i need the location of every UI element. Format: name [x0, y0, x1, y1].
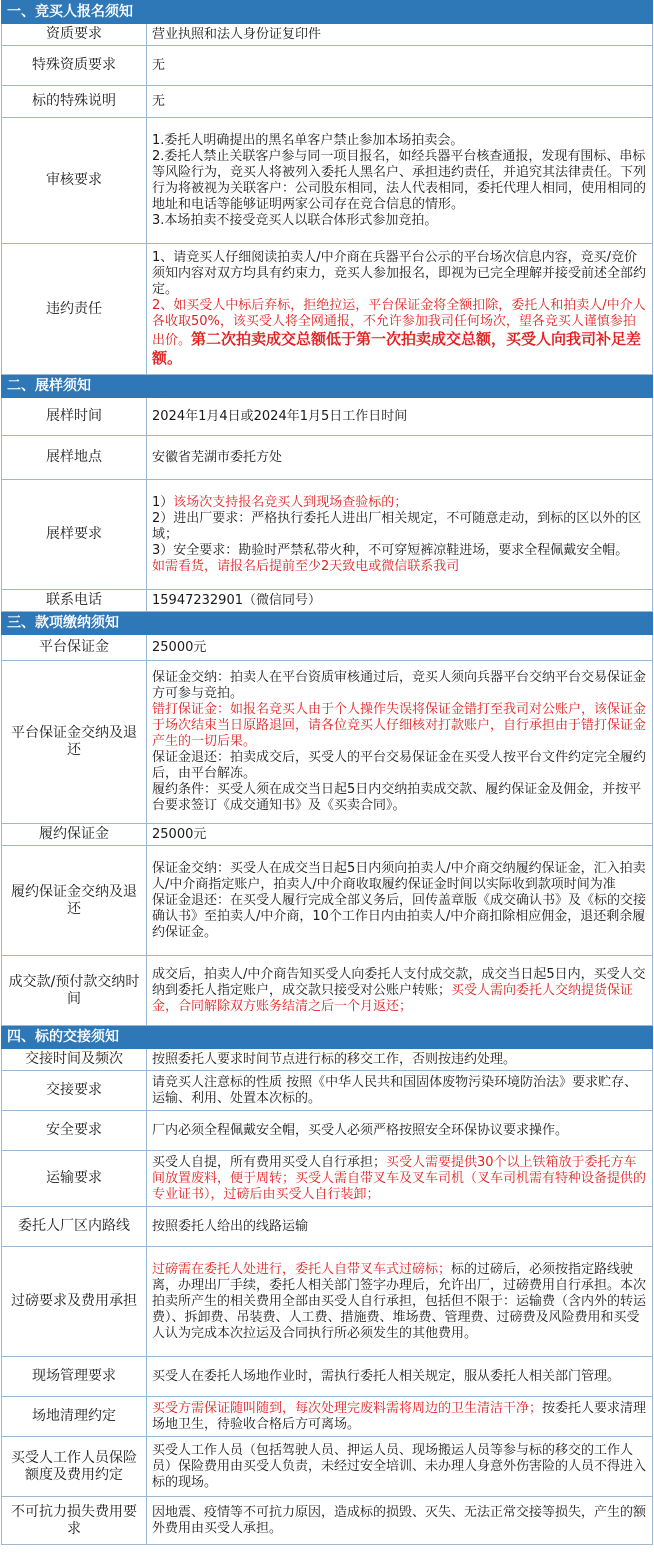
value-line	[152, 1505, 647, 1537]
table-row	[2, 1397, 653, 1437]
row-label: 特殊资质要求	[2, 46, 147, 86]
value-line	[152, 593, 647, 609]
highlighted-text: 如需看货，请报名后提前至少2天致电或微信联系我司	[152, 558, 460, 574]
value-line	[152, 1401, 647, 1433]
row-value	[147, 1111, 653, 1151]
row-value	[147, 436, 653, 480]
value-line	[152, 213, 647, 229]
table-row	[2, 244, 653, 375]
section-header	[2, 1026, 653, 1049]
value-line	[152, 1219, 647, 1235]
value-line	[152, 559, 647, 575]
section-title: 一、竞买人报名须知	[2, 1, 653, 24]
row-label: 展样地点	[2, 436, 147, 480]
row-value	[147, 1151, 653, 1207]
value-text: 3.本场拍卖不接受竞买人以联合体形式参加竞拍。	[152, 212, 438, 228]
value-text: 买受人在委托人场地作业时，需执行委托人相关规定，服从委托人相关部门管理。	[152, 1368, 621, 1384]
value-text: 15947232901（微信同号）	[152, 592, 321, 608]
row-label: 买受人工作人员保险额度及费用约定	[2, 1437, 147, 1497]
row-value	[147, 24, 653, 46]
highlighted-text: 买受方需保证随叫随到，每次处理完废料需将周边的卫生清洁干净；	[152, 1400, 543, 1416]
row-label: 联系电话	[2, 590, 147, 612]
table-row	[2, 436, 653, 480]
row-label: 履约保证金交纳及退还	[2, 846, 147, 956]
row-label: 交接时间及频次	[2, 1049, 147, 1071]
section-header	[2, 612, 653, 635]
value-line	[152, 967, 647, 1015]
row-label: 审核要求	[2, 118, 147, 244]
row-label: 运输要求	[2, 1151, 147, 1207]
row-value	[147, 1207, 653, 1247]
highlighted-text: 过磅需在委托人处进行，委托人自带叉车式过磅标；	[152, 1261, 452, 1277]
value-text: 安徽省芜湖市委托方处	[152, 449, 283, 465]
table-row	[2, 846, 653, 956]
value-text: 保证金退还：拍卖成交后，买受人的平台交易保证金在买受人按平台文件约定完全履约后，由平台解冻。	[152, 750, 647, 781]
value-text: 营业执照和法人身份证复印件	[152, 26, 322, 42]
value-text: 保证金退还：在买受人履行完成全部义务后，回传盖章版《成交确认书》及《标的交接确认书》至拍卖人/中介商，10个工作日内由拍卖人/中介商扣除相应佣金，退还剩余履约保证金。	[152, 892, 647, 940]
value-text: 按照委托人给出的线路运输	[152, 1218, 309, 1234]
value-text: 无	[152, 93, 166, 109]
row-value	[147, 1247, 653, 1357]
table-row	[2, 46, 653, 86]
value-text: 保证金交纳：拍卖人在平台资质审核通过后，竞买人须向兵器平台交纳平台交易保证金方可参与竞拍。	[152, 670, 647, 701]
value-line	[152, 250, 647, 298]
value-text: 买受人自提，所有费用买受人自行承担；	[152, 1154, 387, 1170]
row-label: 资质要求	[2, 24, 147, 46]
value-line	[152, 1262, 647, 1342]
value-line	[152, 750, 647, 782]
table-row	[2, 480, 653, 590]
value-line	[152, 827, 647, 843]
highlighted-text: 第二次拍卖成交总额低于第一次拍卖成交总额，买受人向我司补足差额。	[152, 330, 642, 367]
row-label: 安全要求	[2, 1111, 147, 1151]
value-line	[152, 1075, 647, 1107]
row-value	[147, 86, 653, 118]
value-text: 1、请竞买人仔细阅读拍卖人/中介商在兵器平台公示的平台场次信息内容，竞买/竞价须知内容对双方均具有约束力，竞买人参加报名，即视为已完全理解并接受前述全部约定。	[152, 250, 647, 297]
value-line	[152, 1123, 647, 1139]
highlighted-text: 错打保证金：如报名竞买人由于个人操作失误将保证金错打至我司对公账户，该保证金于场次结束当日原路退回，请各位竞买人仔细核对打款账户，自行承担由于错打保证金产生的一切后果。	[152, 702, 647, 749]
row-value	[147, 118, 653, 244]
highlighted-text: 该场次支持报名竞买人到现场查验标的；	[173, 494, 408, 510]
table-row	[2, 1357, 653, 1397]
row-value	[147, 956, 653, 1026]
value-line	[152, 94, 647, 110]
value-text: 按照委托人要求时间节点进行标的移交工作，否则按违约处理。	[152, 1051, 517, 1067]
row-label: 委托人厂区内路线	[2, 1207, 147, 1247]
table-row	[2, 1049, 653, 1071]
value-text: 2）进出厂要求：严格执行委托人进出厂相关规定，不可随意走动，到标的区以外的区域；	[152, 510, 642, 542]
table-row	[2, 635, 653, 661]
value-text: 1.委托人明确提出的黑名单客户禁止参加本场拍卖会。	[152, 132, 464, 148]
row-value	[147, 1049, 653, 1071]
row-label: 交接要求	[2, 1071, 147, 1111]
highlighted-text: 2、如买受人中标后弃标，拒绝拉运，平台保证金将全额扣除，委托人和拍卖人/中介人各收取50%，该买受人将全网通报，不允许参加我司任何场次，望各竞买人谨慎参拍出价。	[152, 298, 646, 348]
value-text: 25000元	[152, 639, 207, 655]
row-label: 展样时间	[2, 398, 147, 436]
value-line	[152, 702, 647, 750]
table-row	[2, 1497, 653, 1545]
section-title: 三、款项缴纳须知	[2, 612, 653, 635]
value-text: 请竞买人注意标的性质 按照《中华人民共和国固体废物污染环境防治法》要求贮存、运输、利用、处置本次标的。	[152, 1074, 638, 1106]
value-text: 成交后，拍卖人/中介商告知买受人向委托人支付成交款，成交当日起5日内，买受人交纳到委托人指定账户，成交款只接受对公账户转账；	[152, 966, 646, 998]
value-line	[152, 543, 647, 559]
value-text: 因地震、疫情等不可抗力原因，造成标的损毁、灭失、无法正常交接等损失，产生的额外费用由买受人承担。	[152, 1504, 647, 1536]
row-value	[147, 480, 653, 590]
value-line	[152, 1443, 647, 1491]
row-value	[147, 846, 653, 956]
row-label: 违约责任	[2, 244, 147, 375]
value-text: 买受人工作人员（包括驾驶人员、押运人员、现场搬运人员等参与标的移交的工作人员）保险费用由买受人负责，未经过安全培训、未办理人身意外伤害险的人员不得进入标的现场。	[152, 1442, 647, 1490]
value-text: 保证金交纳：买受人在成交当日起5日内须向拍卖人/中介商交纳履约保证金，汇入拍卖人/中介商指定账户，拍卖人/中介商收取履约保证金时间以实际收到款项时间为准	[152, 860, 646, 892]
value-line	[152, 58, 647, 74]
value-text: 履约条件：买受人须在成交当日起5日内交纳拍卖成交款、履约保证金及佣金，并按平台要求签订《成交通知书》及《买卖合同》。	[152, 782, 642, 813]
value-line	[152, 298, 647, 368]
row-value	[147, 1357, 653, 1397]
row-value	[147, 244, 653, 375]
value-text: 2.委托人禁止关联客户参与同一项目报名，如经兵器平台核查通报，发现有围标、串标等风险行为，竞买人将被列入委托人黑名户、承担违约责任，并追究其法律责任。下列行为将被视为关联客户：公司股东相同，法人代表相同，委托代理人相同，使用相同的地址和电话等能够证明两家公司存在竞合信息的情形。	[152, 148, 647, 212]
row-value	[147, 1397, 653, 1437]
table-row	[2, 398, 653, 436]
section-header	[2, 1, 653, 24]
row-label: 履约保证金	[2, 824, 147, 846]
row-label: 平台保证金交纳及退还	[2, 661, 147, 824]
value-line	[152, 409, 647, 425]
table-row	[2, 24, 653, 46]
value-text: 无	[152, 57, 166, 73]
row-value	[147, 1497, 653, 1545]
value-line	[152, 670, 647, 702]
row-value	[147, 824, 653, 846]
row-label: 标的特殊说明	[2, 86, 147, 118]
value-text: 2024年1月4日或2024年1月5日工作日时间	[152, 408, 408, 424]
value-line	[152, 27, 647, 43]
value-text: 按委托人要求清理场地卫生，待验收合格后方可离场。	[152, 1400, 647, 1432]
value-line	[152, 1369, 647, 1385]
value-line	[152, 149, 647, 213]
row-label: 不可抗力损失费用要求	[2, 1497, 147, 1545]
table-row	[2, 956, 653, 1026]
table-row	[2, 661, 653, 824]
value-line	[152, 1155, 647, 1203]
row-label: 展样要求	[2, 480, 147, 590]
section-title: 四、标的交接须知	[2, 1026, 653, 1049]
table-row	[2, 1071, 653, 1111]
section-header	[2, 375, 653, 398]
highlighted-text: 买受人需要提供30个以上铁箱放于委托方车间放置废料，便于周转；买受人需自带叉车及叉车司机（叉车司机需有特种设备提供的专业证书），过磅后由买受人自行装卸；	[152, 1154, 647, 1202]
row-label: 现场管理要求	[2, 1357, 147, 1397]
value-text: 3）安全要求：勘验时严禁私带火种，不可穿短裤凉鞋进场，要求全程佩戴安全帽。	[152, 542, 629, 558]
row-label: 平台保证金	[2, 635, 147, 661]
value-line	[152, 133, 647, 149]
row-label: 成交款/预付款交纳时间	[2, 956, 147, 1026]
table-row	[2, 1151, 653, 1207]
table-row	[2, 1247, 653, 1357]
table-row	[2, 118, 653, 244]
row-value	[147, 1071, 653, 1111]
value-line	[152, 861, 647, 893]
value-text: 厂内必须全程佩戴安全帽，买受人必须严格按照安全环保协议要求操作。	[152, 1122, 569, 1138]
auction-notice-table	[1, 0, 653, 1545]
table-row	[2, 86, 653, 118]
table-row	[2, 590, 653, 612]
section-title: 二、展样须知	[2, 375, 653, 398]
table-row	[2, 1111, 653, 1151]
row-value	[147, 635, 653, 661]
value-line	[152, 450, 647, 466]
table-row	[2, 824, 653, 846]
value-text: 25000元	[152, 826, 207, 842]
table-row	[2, 1437, 653, 1497]
row-value	[147, 398, 653, 436]
value-line	[152, 640, 647, 656]
value-line	[152, 782, 647, 814]
value-line	[152, 511, 647, 543]
value-text: 1）	[152, 494, 174, 510]
value-line	[152, 495, 647, 511]
value-line	[152, 1052, 647, 1068]
value-text: 标的过磅后，必须按指定路线驶离，办理出厂手续，委托人相关部门签字办理后，允许出厂，过磅费用自行承担。本次拍卖所产生的相关费用全部由买受人自行承担，包括但不限于：运输费（含内外的转运费）、拆卸费、吊装费、人工费、措施费、堆场费、管理费、过磅费及风险费用和买受人认为完成本次拉运及合同执行所必须发生的其他费用。	[152, 1261, 647, 1341]
table-row	[2, 1207, 653, 1247]
value-line	[152, 893, 647, 941]
highlighted-text: 买受人需向委托人交纳提货保证金，合同解除双方账务结清之后一个月返还；	[152, 982, 634, 1014]
row-value	[147, 590, 653, 612]
row-value	[147, 661, 653, 824]
row-label: 过磅要求及费用承担	[2, 1247, 147, 1357]
row-value	[147, 1437, 653, 1497]
row-label: 场地清理约定	[2, 1397, 147, 1437]
row-value	[147, 46, 653, 86]
